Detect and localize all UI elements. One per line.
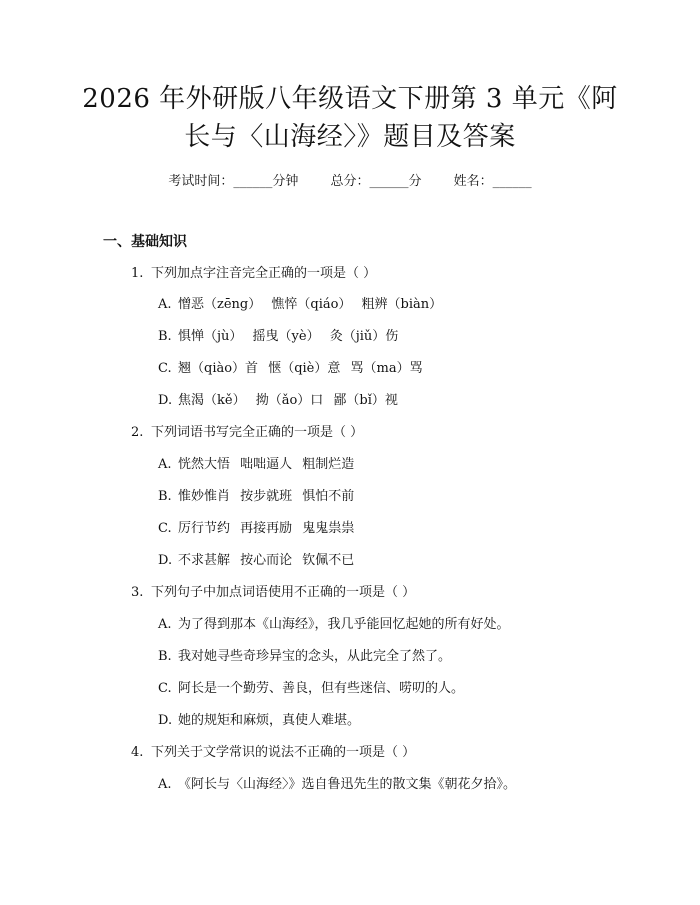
option-letter: A.	[158, 457, 172, 472]
option-3a	[158, 613, 510, 632]
question-number: 2.	[131, 425, 144, 440]
option-1b	[158, 325, 398, 344]
option-letter: B.	[158, 489, 172, 504]
question-4	[131, 741, 415, 760]
section-heading: 一、基础知识	[103, 234, 187, 250]
option-2c	[158, 517, 354, 536]
option-3d	[158, 709, 360, 728]
option-letter: A.	[158, 777, 172, 792]
question-text: 下列加点字注音完全正确的一项是（ ）	[151, 266, 377, 281]
option-text: 不求甚解 按心而论 钦佩不已	[178, 553, 355, 568]
option-text: 翘（qiào）首 惬（qiè）意 骂（ma）骂	[178, 361, 423, 376]
option-1d	[158, 389, 398, 408]
option-3c	[158, 677, 464, 696]
question-number: 4.	[131, 745, 144, 760]
option-text: 《阿长与〈山海经〉》选自鲁迅先生的散文集《朝花夕拾》。	[178, 777, 517, 792]
option-text: 阿长是一个勤劳、善良，但有些迷信、唠叨的人。	[178, 681, 465, 696]
title-line-2: 长与〈山海经〉》题目及答案	[184, 122, 516, 152]
option-text: 我对她寻些奇珍异宝的念头，从此完全了然了。	[178, 649, 452, 664]
option-2b	[158, 485, 354, 504]
option-letter: C.	[158, 521, 172, 536]
question-text: 下列关于文学常识的说法不正确的一项是（ ）	[151, 745, 416, 760]
option-text: 焦渴（kě） 拗（ǎo）口 鄙（bǐ）视	[178, 393, 398, 408]
option-letter: C.	[158, 681, 172, 696]
option-letter: A.	[158, 297, 172, 312]
title-line-1: 2026 年外研版八年级语文下册第 3 单元《阿	[82, 84, 618, 114]
exam-time-field: 考试时间：______分钟	[168, 174, 299, 189]
option-text: 憎恶（zēng） 憔悴（qiáo） 粗辨（biàn）	[178, 297, 443, 312]
question-3	[131, 581, 415, 600]
page-title	[60, 80, 640, 156]
option-letter: A.	[158, 617, 172, 632]
option-text: 惟妙惟肖 按步就班 惧怕不前	[178, 489, 355, 504]
option-letter: D.	[158, 393, 173, 408]
option-2d	[158, 549, 354, 568]
option-letter: B.	[158, 329, 172, 344]
option-letter: C.	[158, 361, 172, 376]
option-text: 厉行节约 再接再励 鬼鬼祟祟	[178, 521, 355, 536]
question-number: 1.	[131, 266, 144, 281]
option-1a	[158, 293, 442, 312]
question-1	[131, 262, 376, 281]
option-3b	[158, 645, 451, 664]
question-text: 下列句子中加点词语使用不正确的一项是（ ）	[151, 585, 416, 600]
option-1c	[158, 357, 423, 376]
option-letter: B.	[158, 649, 172, 664]
exam-info	[0, 170, 700, 189]
option-text: 为了得到那本《山海经》，我几乎能回忆起她的所有好处。	[178, 617, 510, 632]
option-4a	[158, 773, 516, 792]
option-text: 恍然大悟 咄咄逼人 粗制烂造	[178, 457, 355, 472]
option-text: 她的规矩和麻烦，真使人难堪。	[178, 713, 361, 728]
question-number: 3.	[131, 585, 144, 600]
exam-name-field: 姓名：______	[453, 174, 532, 189]
option-2a	[158, 453, 354, 472]
option-text: 惧惮（jù） 摇曳（yè） 灸（jiǔ）伤	[178, 329, 399, 344]
option-letter: D.	[158, 713, 173, 728]
exam-score-field: 总分：______分	[330, 174, 422, 189]
question-2	[131, 421, 363, 440]
question-text: 下列词语书写完全正确的一项是（ ）	[151, 425, 364, 440]
option-letter: D.	[158, 553, 173, 568]
